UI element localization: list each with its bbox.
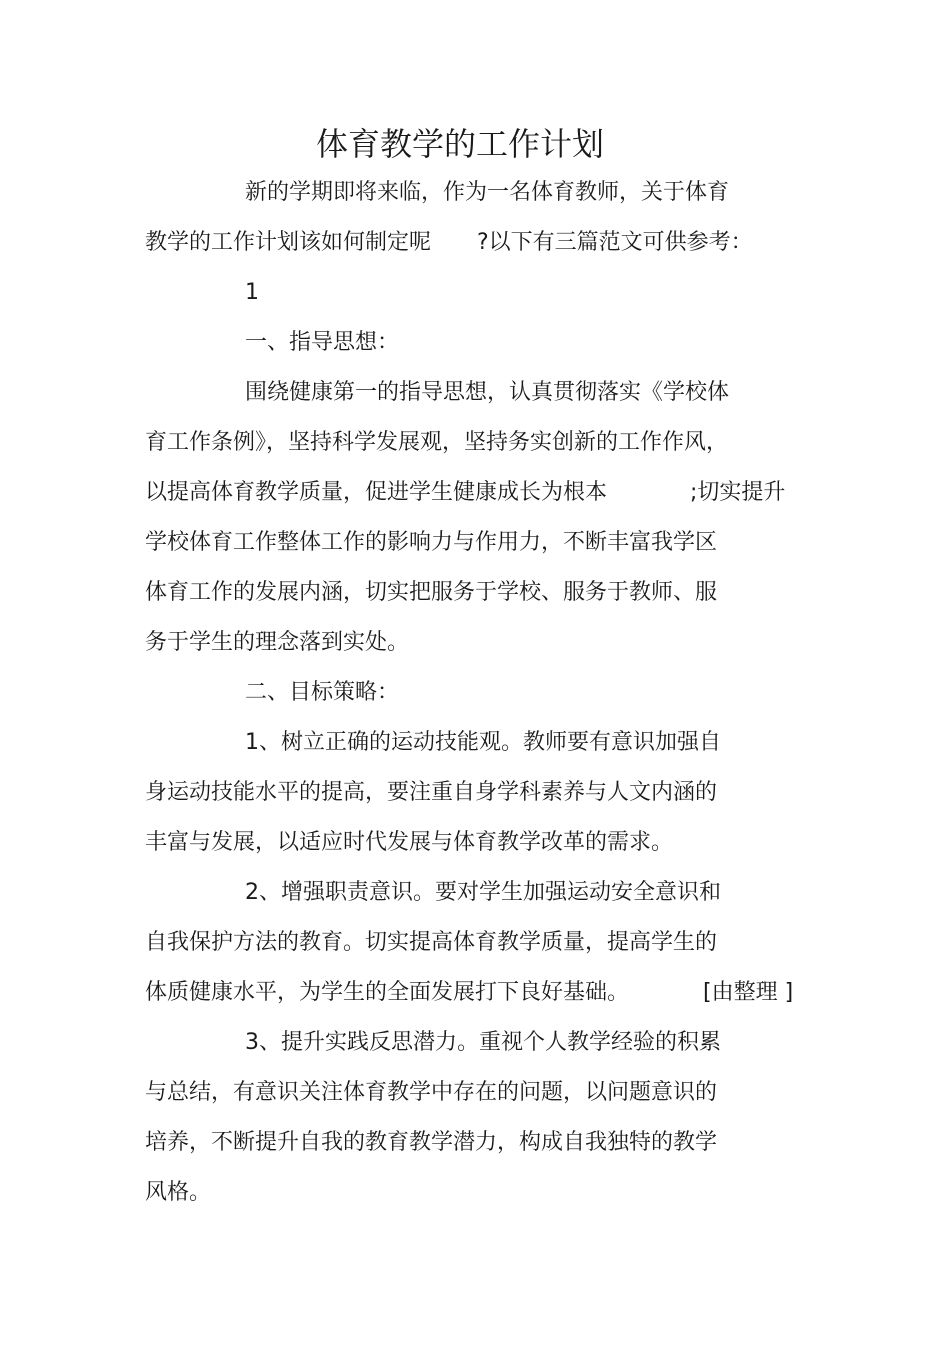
paragraph-line: 体育工作的发展内涵，切实把服务于学校、服务于教师、服 — [145, 580, 718, 605]
paragraph-line: 2、增强职责意识。要对学生加强运动安全意识和 — [245, 880, 721, 905]
section-heading: 一、指导思想： — [245, 330, 400, 355]
document-title: 体育教学的工作计划 — [315, 125, 604, 163]
paragraph-line: 围绕健康第一的指导思想，认真贯彻落实《学校体 — [245, 380, 730, 405]
paragraph-line: 学校体育工作整体工作的影响力与作用力，不断丰富我学区 — [145, 530, 718, 555]
paragraph-line: 培养，不断提升自我的教育教学潜力，构成自我独特的教学 — [145, 1130, 718, 1155]
paragraph-line: 风格。 — [145, 1180, 212, 1205]
section-heading: 二、目标策略： — [245, 680, 400, 705]
paragraph-line: 与总结，有意识关注体育教学中存在的问题，以问题意识的 — [145, 1080, 718, 1105]
paragraph-line: 育工作条例》，坚持科学发展观，坚持务实创新的工作作风， — [145, 430, 729, 455]
paragraph-line-segment: ;切实提升 — [690, 480, 786, 505]
paragraph-line-segment: [由整理 ] — [703, 980, 794, 1005]
paragraph-line: 新的学期即将来临，作为一名体育教师，关于体育 — [245, 180, 730, 205]
paragraph-line: 教学的工作计划该如何制定呢 — [145, 230, 432, 255]
paragraph-line: 体质健康水平，为学生的全面发展打下良好基础。 — [145, 980, 630, 1005]
paragraph-line: 务于学生的理念落到实处。 — [145, 630, 410, 655]
section-number: 1 — [245, 280, 259, 305]
paragraph-line: 以提高体育教学质量，促进学生健康成长为根本 — [145, 480, 608, 505]
paragraph-line: 1、树立正确的运动技能观。教师要有意识加强自 — [245, 730, 721, 755]
paragraph-line: 自我保护方法的教育。切实提高体育教学质量，提高学生的 — [145, 930, 718, 955]
paragraph-line: 身运动技能水平的提高，要注重自身学科素养与人文内涵的 — [145, 780, 718, 805]
paragraph-line-segment: ?以下有三篇范文可供参考： — [477, 230, 753, 255]
paragraph-line: 丰富与发展，以适应时代发展与体育教学改革的需求。 — [145, 830, 674, 855]
paragraph-line: 3、提升实践反思潜力。重视个人教学经验的积累 — [245, 1030, 721, 1055]
